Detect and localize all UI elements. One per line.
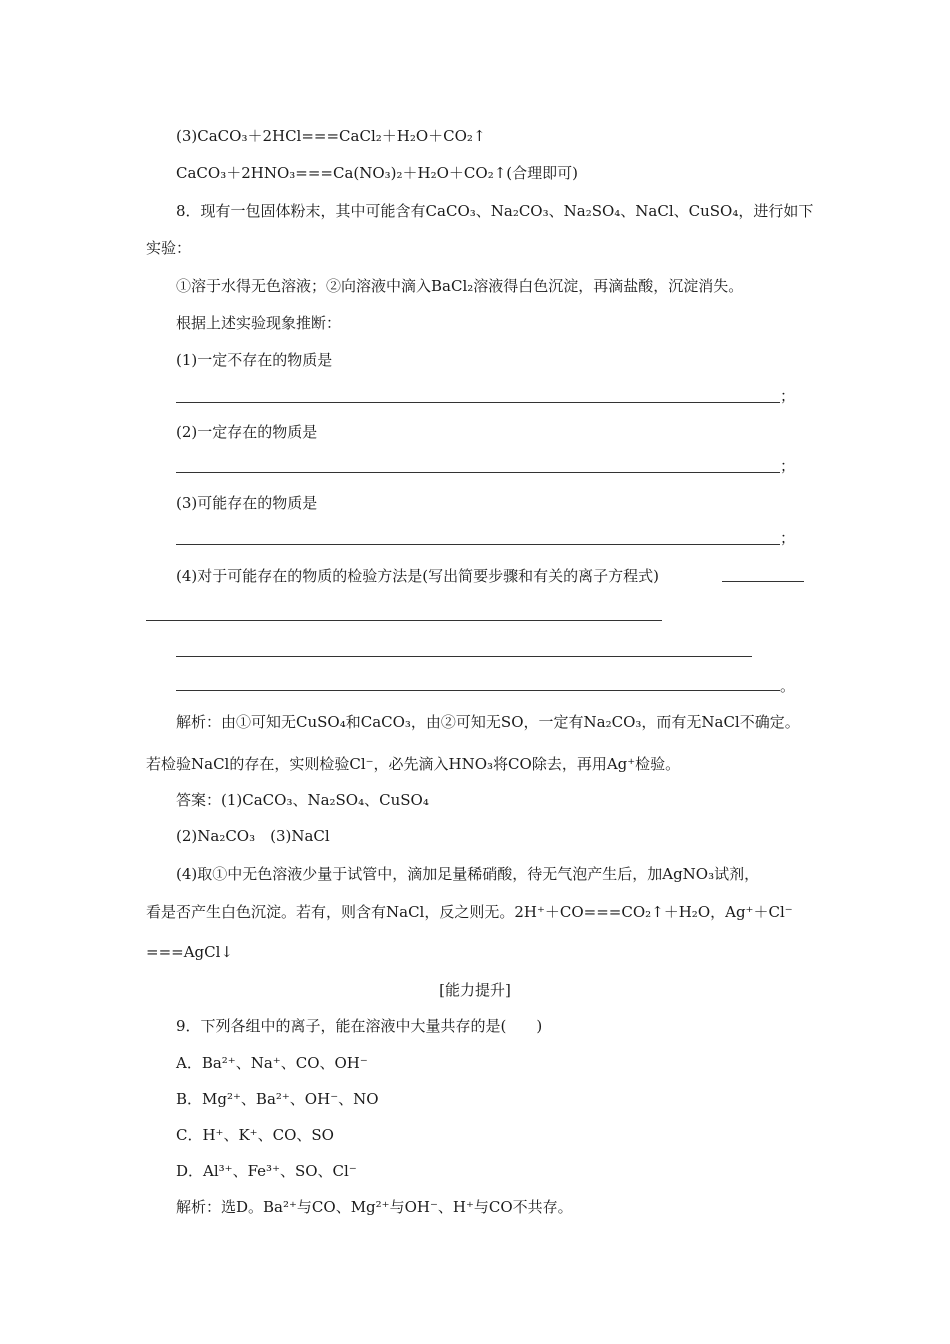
question-8-part-3: (3)可能存在的物质是 <box>176 494 318 512</box>
answer-8-part-1: 答案：(1)CaCO₃、Na₂SO₄、CuSO₄ <box>176 791 429 809</box>
analysis-8: 解析：由①可知无CuSO₄和CaCO₃，由②可知无SO，一定有Na₂CO₃，而有无NaCl不确定。 <box>176 713 800 731</box>
semicolon-1: ； <box>780 387 796 405</box>
equation-line-3: (3)CaCO₃＋2HCl===CaCl₂＋H₂O＋CO₂↑ <box>176 127 486 145</box>
question-8-part-4: (4)对于可能存在的物质的检验方法是(写出简要步骤和有关的离子方程式) <box>176 567 659 585</box>
option-a: A．Ba²⁺、Na⁺、CO、OH⁻ <box>176 1054 368 1072</box>
answer-blank-4d[interactable] <box>176 690 780 691</box>
question-8-infer: 根据上述实验现象推断： <box>176 314 342 332</box>
answer-blank-4b[interactable] <box>146 620 662 621</box>
answer-blank-4c[interactable] <box>176 656 752 657</box>
question-8-experiment: ①溶于水得无色溶液；②向溶液中滴入BaCl₂溶液得白色沉淀，再滴盐酸，沉淀消失。 <box>176 277 744 295</box>
answer-8-part-4-cont: 看是否产生白色沉淀。若有，则含有NaCl，反之则无。2H⁺＋CO===CO₂↑＋H₂O，Ag⁺＋Cl⁻ <box>146 903 793 921</box>
option-b: B．Mg²⁺、Ba²⁺、OH⁻、NO <box>176 1090 379 1108</box>
answer-blank-3[interactable] <box>176 544 780 545</box>
analysis-8-cont: 若检验NaCl的存在，实则检验Cl⁻，必先滴入HNO₃将CO除去，再用Ag⁺检验。 <box>146 755 681 773</box>
question-8-stem: 8．现有一包固体粉末，其中可能含有CaCO₃、Na₂CO₃、Na₂SO₄、NaCl、CuSO₄，进行如下 <box>176 202 814 220</box>
semicolon-3: ； <box>780 529 796 547</box>
section-heading: [能力提升] <box>439 981 511 999</box>
answer-8-part-4: (4)取①中无色溶液少量于试管中，滴加足量稀硝酸，待无气泡产生后，加AgNO₃试剂， <box>176 865 760 883</box>
analysis-9: 解析：选D。Ba²⁺与CO、Mg²⁺与OH⁻、H⁺与CO不共存。 <box>176 1198 573 1216</box>
option-c: C．H⁺、K⁺、CO、SO <box>176 1126 334 1144</box>
question-8-part-2: (2)一定存在的物质是 <box>176 423 318 441</box>
answer-blank-4a[interactable] <box>722 581 804 582</box>
period-mark: 。 <box>780 677 796 695</box>
semicolon-2: ； <box>780 457 796 475</box>
answer-8-parts-2-3: (2)Na₂CO₃ (3)NaCl <box>176 827 330 845</box>
question-8-stem-cont: 实验： <box>146 239 192 257</box>
option-d: D．Al³⁺、Fe³⁺、SO、Cl⁻ <box>176 1162 357 1180</box>
equation-line-hno3: CaCO₃＋2HNO₃===Ca(NO₃)₂＋H₂O＋CO₂↑(合理即可) <box>176 164 578 182</box>
answer-blank-1[interactable] <box>176 402 780 403</box>
question-8-part-1: (1)一定不存在的物质是 <box>176 351 333 369</box>
answer-blank-2[interactable] <box>176 472 780 473</box>
question-9-stem: 9．下列各组中的离子，能在溶液中大量共存的是( ) <box>176 1017 543 1035</box>
answer-8-part-4-end: ===AgCl↓ <box>146 943 233 961</box>
